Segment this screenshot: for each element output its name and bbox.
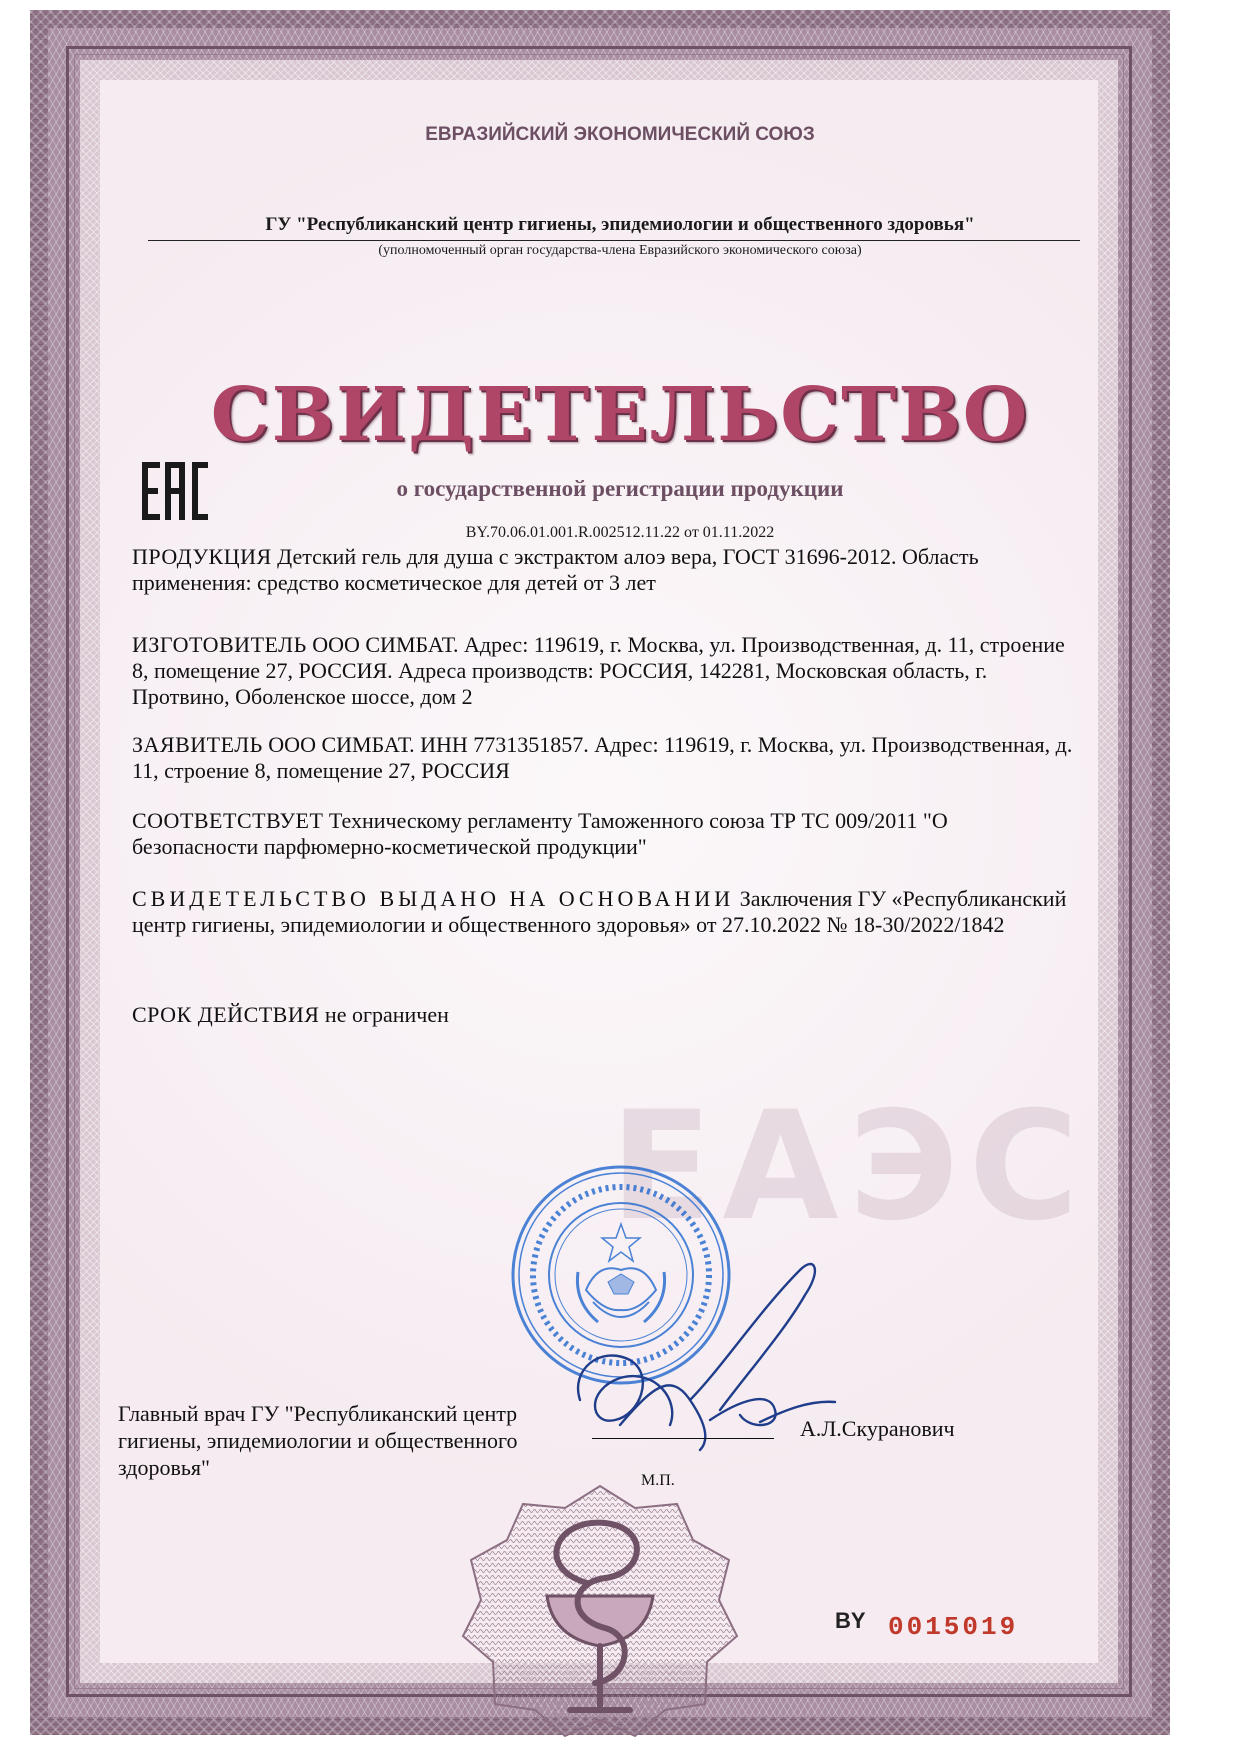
applicant-text: ООО СИМБАТ. ИНН 7731351857. Адрес: 119619, г. Москва, ул. Производственная, д. 11, строение 8, помещение 27, РОССИЯ [132, 732, 1073, 783]
product-text: Детский гель для душа с экстрактом алоэ вера, ГОСТ 31696-2012. Область применения: средство косметическое для детей от 3 лет [132, 544, 979, 595]
registration-number: BY.70.06.01.001.R.002512.11.22 от 01.11.2022 [465, 524, 775, 541]
signer-name: А.Л.Скуранович [800, 1416, 955, 1441]
watermark: ЕАЭС [610, 1080, 1089, 1254]
basis-section [132, 886, 1074, 938]
issuing-organization: ГУ "Республиканский центр гигиены, эпидемиологии и общественного здоровья" [265, 214, 975, 235]
organization-note: (уполномоченный орган государства-члена Евразийского экономического союза) [378, 243, 862, 258]
applicant-section [132, 732, 1074, 784]
document-title: СВИДЕТЕЛЬСТВО [210, 372, 1030, 458]
basis-text: Заключения ГУ «Республиканский центр гигиены, эпидемиологии и общественного здоровья» от 27.10.2022 № 18-30/2022/1842 [132, 886, 1067, 937]
manufacturer-text: ООО СИМБАТ. Адрес: 119619, г. Москва, ул. Производственная, д. 11, строение 8, помещение 27, РОССИЯ. Адреса производств: РОССИЯ, 142281, Московская область, г. Протвино, Оболенское шоссе, дом 2 [132, 632, 1065, 709]
product-key: ПРОДУКЦИЯ [132, 544, 272, 569]
product-section [132, 544, 1074, 596]
validity-text: не ограничен [319, 1002, 449, 1027]
serial-number: 0015019 [888, 1612, 1019, 1642]
document-subtitle: о государственной регистрации продукции [396, 476, 844, 501]
seal-place-label: М.П. [641, 1472, 675, 1489]
signature [560, 1250, 840, 1460]
validity-section [132, 1002, 1074, 1028]
conformity-text: Техническому регламенту Таможенного союза ТР ТС 009/2011 "О безопасности парфюмерно-косметической продукции" [132, 808, 948, 859]
validity-key: СРОК ДЕЙСТВИЯ [132, 1002, 320, 1027]
conformity-section [132, 808, 1074, 860]
signer-position: Главный врач ГУ "Республиканский центр гигиены, эпидемиологии и общественного здоровья" [118, 1401, 518, 1480]
medical-emblem-icon [455, 1478, 745, 1738]
manufacturer-section [132, 632, 1074, 710]
applicant-key: ЗАЯВИТЕЛЬ [132, 732, 263, 757]
serial-prefix: BY [835, 1608, 866, 1633]
conformity-key: СООТВЕТСТВУЕТ [132, 808, 324, 833]
organization-underline [148, 240, 1080, 241]
manufacturer-key: ИЗГОТОВИТЕЛЬ [132, 632, 307, 657]
union-title: ЕВРАЗИЙСКИЙ ЭКОНОМИЧЕСКИЙ СОЮЗ [425, 124, 815, 145]
signature-line [592, 1438, 774, 1439]
basis-key: СВИДЕТЕЛЬСТВО ВЫДАНО НА ОСНОВАНИИ [132, 886, 735, 911]
